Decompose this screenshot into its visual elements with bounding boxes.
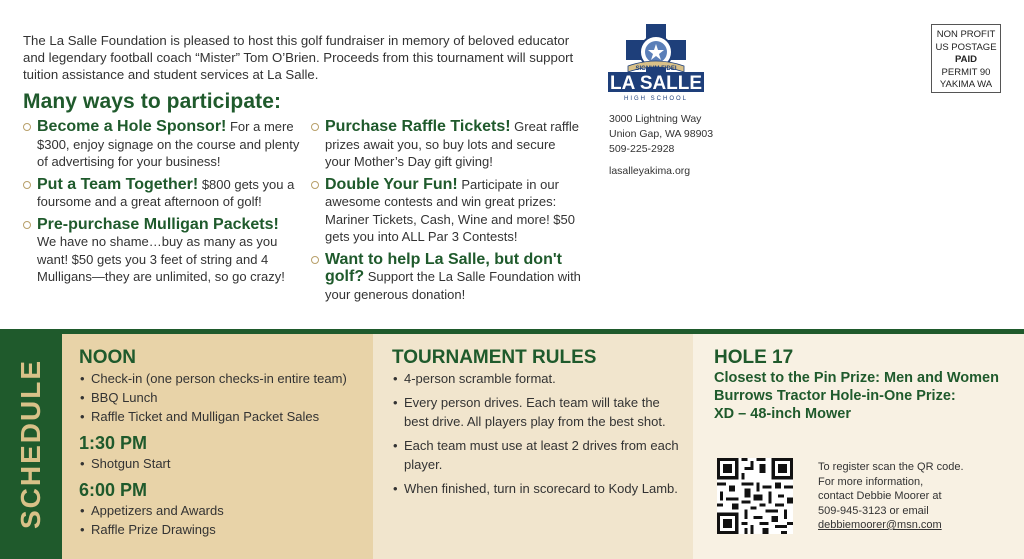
list-item: • Shotgun Start: [79, 454, 347, 473]
rules-list: [392, 369, 682, 498]
circle-bullet-icon: [311, 256, 319, 264]
list-item: • Check-in (one person checks-in entire team): [79, 369, 347, 388]
list-item: • Raffle Prize Drawings: [79, 520, 347, 539]
postage-line: PERMIT 90: [941, 66, 991, 78]
school-address: [609, 112, 713, 179]
postage-paid: PAID: [955, 54, 977, 65]
list-item: [311, 176, 583, 246]
list-item: [23, 176, 301, 211]
item-heading: Pre-purchase Mulligan Packets!: [37, 215, 279, 233]
time-600-title: 6:00 PM: [79, 480, 148, 500]
time-130-list: [79, 454, 347, 473]
hole-prize-line: Closest to the Pin Prize: Men and Women: [714, 370, 999, 386]
item-heading: Double Your Fun!: [325, 175, 458, 193]
participate-left-column: [23, 118, 301, 291]
circle-bullet-icon: [23, 181, 31, 189]
register-line: For more information,: [818, 475, 924, 488]
intro-paragraph: The La Salle Foundation is pleased to host this golf fundraiser in memory of beloved educator and legendary football coach “Mister” Tom O’Brien. Proceeds from this tournament will support tuition assistance and student services at La Salle.: [23, 33, 574, 82]
circle-bullet-icon: [311, 181, 319, 189]
item-body: $800 gets you a foursome and a great afternoon of golf!: [37, 176, 295, 209]
address-city: Union Gap, WA 98903: [609, 128, 714, 140]
hole-prize-line: XD – 48-inch Mower: [714, 406, 851, 422]
list-item: • Appetizers and Awards: [79, 501, 347, 520]
noon-list: [79, 369, 347, 426]
list-item: • When finished, turn in scorecard to Kody Lamb.: [392, 479, 682, 498]
schedule-label: SCHEDULE: [15, 358, 46, 530]
rules-title: TOURNAMENT RULES: [392, 347, 597, 368]
list-item: • 4-person scramble format.: [392, 369, 682, 388]
circle-bullet-icon: [311, 123, 319, 131]
item-body: Great raffle prizes await you, so buy lots and secure your Mother’s Day gift giving!: [325, 119, 579, 169]
hole-title: HOLE 17: [714, 347, 794, 368]
rules-panel: [373, 334, 693, 559]
qr-code-icon[interactable]: [717, 458, 793, 534]
register-phone: 509-945-3123 or email: [818, 504, 929, 517]
time-600-list: [79, 501, 347, 539]
schedule-panel: [62, 334, 373, 559]
logo-name: LA SALLE: [610, 73, 702, 94]
register-email-link[interactable]: debbiemoorer@msn.com: [818, 519, 942, 531]
item-body: Participate in our awesome contests and win great prizes: Mariner Tickets, Cash, Wine and more! $50 gets you into ALL Par 3 Contests!: [325, 176, 575, 244]
item-heading: Want to help La Salle, but don't golf?: [325, 250, 562, 285]
school-website[interactable]: lasalleyakima.org: [609, 165, 691, 177]
hole-prize-line: Burrows Tractor Hole-in-One Prize:: [714, 388, 956, 404]
address-phone: 509-225-2928: [609, 143, 675, 155]
register-line: To register scan the QR code.: [818, 461, 964, 473]
item-body: Support the La Salle Foundation with your generous donation!: [325, 269, 581, 302]
noon-title: NOON: [79, 347, 136, 368]
postage-indicia: [931, 24, 1001, 93]
circle-bullet-icon: [23, 123, 31, 131]
list-item: • Every person drives. Each team will take the best drive. All players play from the best shot.: [392, 393, 682, 431]
item-heading: Purchase Raffle Tickets!: [325, 118, 511, 135]
list-item: [23, 118, 301, 171]
item-body: For a mere $300, enjoy signage on the course and plenty of advertising for your business!: [37, 119, 300, 169]
item-body: We have no shame…buy as many as you want! $50 gets you 3 feet of string and 4 Mulligans—they are unlimited, so go crazy!: [37, 234, 285, 284]
logo-subtitle: HIGH SCHOOL: [623, 96, 689, 102]
register-line: contact Debbie Moorer at: [818, 490, 942, 502]
list-item: • Each team must use at least 2 drives from each player.: [392, 436, 682, 474]
list-item: [311, 251, 583, 304]
circle-bullet-icon: [23, 221, 31, 229]
postage-line: US POSTAGE: [935, 41, 997, 53]
item-heading: Put a Team Together!: [37, 175, 199, 193]
registration-info: [818, 460, 964, 533]
logo-motto: SIGNUM FIDEI: [635, 66, 677, 72]
time-130-title: 1:30 PM: [79, 433, 148, 453]
participate-heading: Many ways to participate:: [23, 90, 282, 113]
list-item: • BBQ Lunch: [79, 388, 347, 407]
item-heading: Become a Hole Sponsor!: [37, 118, 227, 135]
list-item: [23, 216, 301, 286]
la-salle-logo: [606, 22, 706, 104]
list-item: [311, 118, 583, 171]
postage-line: YAKIMA WA: [939, 79, 993, 90]
postage-line: NON PROFIT: [936, 29, 996, 40]
list-item: • Raffle Ticket and Mulligan Packet Sales: [79, 407, 347, 426]
schedule-side-label: [0, 329, 62, 559]
address-line: 3000 Lightning Way: [609, 113, 702, 125]
participate-middle-column: [311, 118, 583, 308]
